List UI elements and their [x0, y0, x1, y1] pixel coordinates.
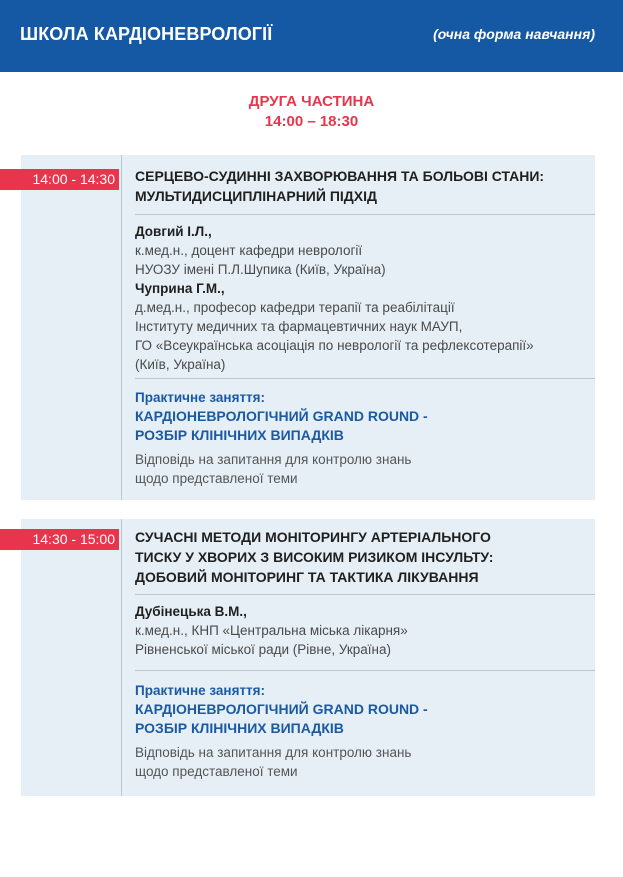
speaker-name: Чуприна Г.М.,	[135, 281, 225, 296]
practical-label: Практичне заняття:	[135, 683, 266, 698]
speaker-affiliation: Інституту медичних та фармацевтичних наук МАУП,	[135, 319, 463, 334]
session-title-line: ТИСКУ У ХВОРИХ З ВИСОКИМ РИЗИКОМ ІНСУЛЬТУ:	[135, 549, 494, 565]
page-title: ШКОЛА КАРДІОНЕВРОЛОГІЇ	[20, 24, 273, 44]
session-title-line: МУЛЬТИДИСЦИПЛІНАРНИЙ ПІДХІД	[135, 188, 377, 204]
note-line: щодо представленої теми	[135, 764, 298, 779]
session-title-line: СЕРЦЕВО-СУДИННІ ЗАХВОРЮВАННЯ ТА БОЛЬОВІ СТАНИ:	[135, 168, 545, 184]
speaker-affiliation: (Київ, Україна)	[135, 357, 226, 372]
practical-title-line: КАРДІОНЕВРОЛОГІЧНИЙ GRAND ROUND -	[135, 701, 428, 717]
divider	[135, 670, 595, 671]
session-divider	[121, 155, 122, 500]
speaker-affiliation: Рівненської міської ради (Рівне, Україна)	[135, 642, 391, 657]
session-divider	[121, 519, 122, 796]
speaker-name: Дубінецька В.М.,	[135, 604, 247, 619]
practical-section	[135, 389, 595, 488]
part-title: ДРУГА ЧАСТИНА	[248, 93, 375, 110]
note-line: Відповідь на запитання для контролю знань	[135, 745, 412, 760]
practical-title-line: РОЗБІР КЛІНІЧНИХ ВИПАДКІВ	[135, 427, 344, 443]
time-badge: 14:30 - 15:00	[0, 529, 119, 550]
speaker-affiliation: к.мед.н., КНП «Центральна міська лікарня»	[135, 623, 408, 638]
header-bar	[0, 0, 623, 72]
speaker-affiliation: ГО «Всеукраїнська асоціація по неврології та рефлексотерапії»	[135, 338, 534, 353]
speaker-name: Довгий І.Л.,	[135, 224, 212, 239]
part-time: 14:00 – 18:30	[264, 113, 359, 130]
speaker-affiliation: НУОЗУ імені П.Л.Шупика (Київ, Україна)	[135, 262, 386, 277]
practical-section	[135, 682, 595, 781]
speakers	[135, 222, 595, 374]
practical-title-line: КАРДІОНЕВРОЛОГІЧНИЙ GRAND ROUND -	[135, 408, 428, 424]
time-badge: 14:00 - 14:30	[0, 169, 119, 190]
session-title-line: ДОБОВИЙ МОНІТОРИНГ ТА ТАКТИКА ЛІКУВАННЯ	[135, 569, 479, 585]
session-title	[135, 166, 595, 206]
speakers	[135, 602, 595, 659]
divider	[135, 378, 595, 379]
note-line: Відповідь на запитання для контролю знань	[135, 452, 412, 467]
session-title-line: СУЧАСНІ МЕТОДИ МОНІТОРИНГУ АРТЕРІАЛЬНОГО	[135, 529, 491, 545]
divider	[135, 594, 595, 595]
practical-title-line: РОЗБІР КЛІНІЧНИХ ВИПАДКІВ	[135, 720, 344, 736]
divider	[135, 214, 595, 215]
note-line: щодо представленої теми	[135, 471, 298, 486]
practical-label: Практичне заняття:	[135, 390, 266, 405]
speaker-affiliation: к.мед.н., доцент кафедри неврології	[135, 243, 363, 258]
speaker-affiliation: д.мед.н., професор кафедри терапії та реабілітації	[135, 300, 455, 315]
page-subtitle: (очна форма навчання)	[433, 26, 595, 42]
session-title	[135, 527, 595, 587]
